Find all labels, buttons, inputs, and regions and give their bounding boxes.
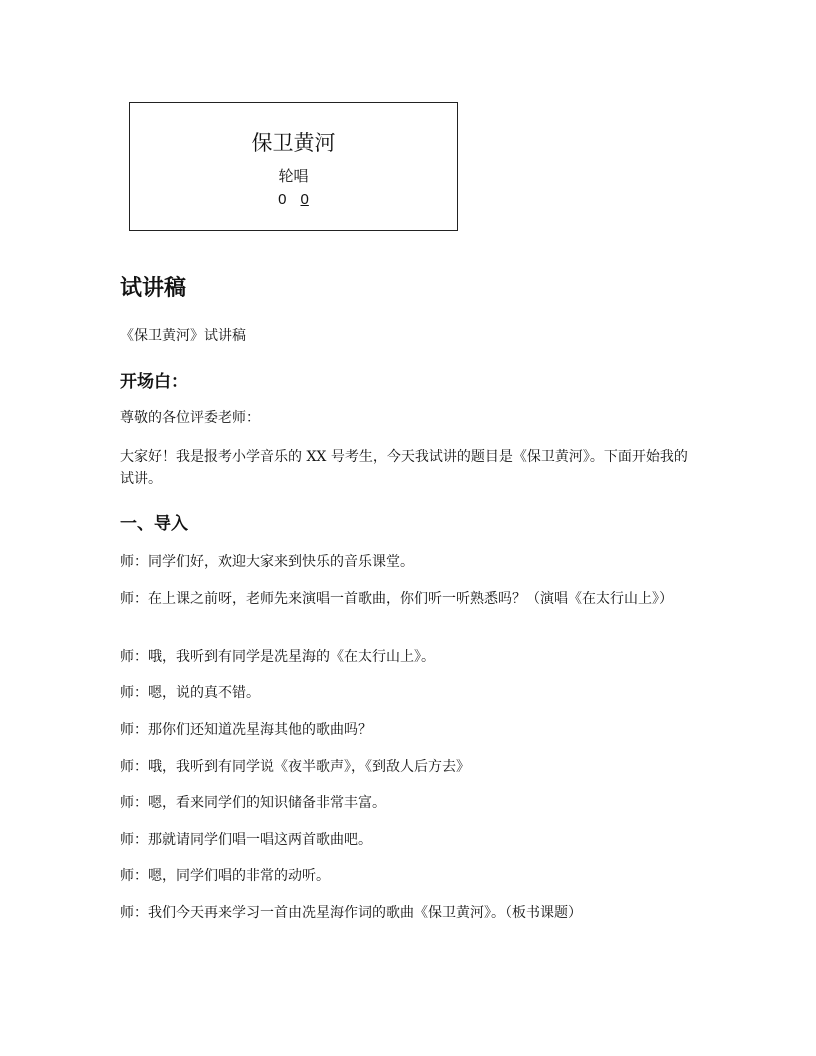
dialogue-line: 师：哦，我听到有同学说《夜半歌声》，《到敌人后方去》 (120, 759, 470, 775)
dialogue-line: 师：嗯，说的真不错。 (120, 685, 260, 701)
cover-title: 保卫黄河 (251, 131, 336, 155)
section-opening: 开场白： (120, 372, 188, 392)
doc-heading: 试讲稿 (120, 276, 187, 301)
dialogue-line: 师：我们今天再来学习一首由冼星海作词的歌曲《保卫黄河》。（板书课题） (120, 905, 582, 921)
dialogue-line: 师：在上课之前呀，老师先来演唱一首歌曲，你们听一听熟悉吗？（演唱《在太行山上》） (120, 591, 673, 607)
section-one: 一、导入 (120, 514, 188, 534)
dialogue-line: 师：那就请同学们唱一唱这两首歌曲吧。 (120, 832, 372, 848)
greeting: 尊敬的各位评委老师： (120, 410, 260, 426)
cover-number-1: 0 (278, 191, 287, 208)
cover-box (129, 102, 458, 231)
dialogue-line: 师：同学们好，欢迎大家来到快乐的音乐课堂。 (120, 554, 414, 570)
dialogue-line: 师：那你们还知道冼星海其他的歌曲吗？ (120, 722, 372, 738)
dialogue-line: 师：嗯，看来同学们的知识储备非常丰富。 (120, 795, 386, 811)
dialogue-line: 师：哦，我听到有同学是冼星海的《在太行山上》。 (120, 649, 435, 665)
cover-subtitle: 轮唱 (278, 167, 309, 185)
dialogue-line: 师：嗯，同学们唱的非常的动听。 (120, 868, 330, 884)
intro-paragraph: 大家好！我是报考小学音乐的 XX 号考生，今天我试讲的题目是《保卫黄河》。下面开始我的试讲。 (120, 449, 688, 487)
cover-number-2: 0 (300, 191, 309, 208)
doc-line-title: 《保卫黄河》试讲稿 (120, 328, 246, 344)
cover-numbers (130, 191, 457, 208)
